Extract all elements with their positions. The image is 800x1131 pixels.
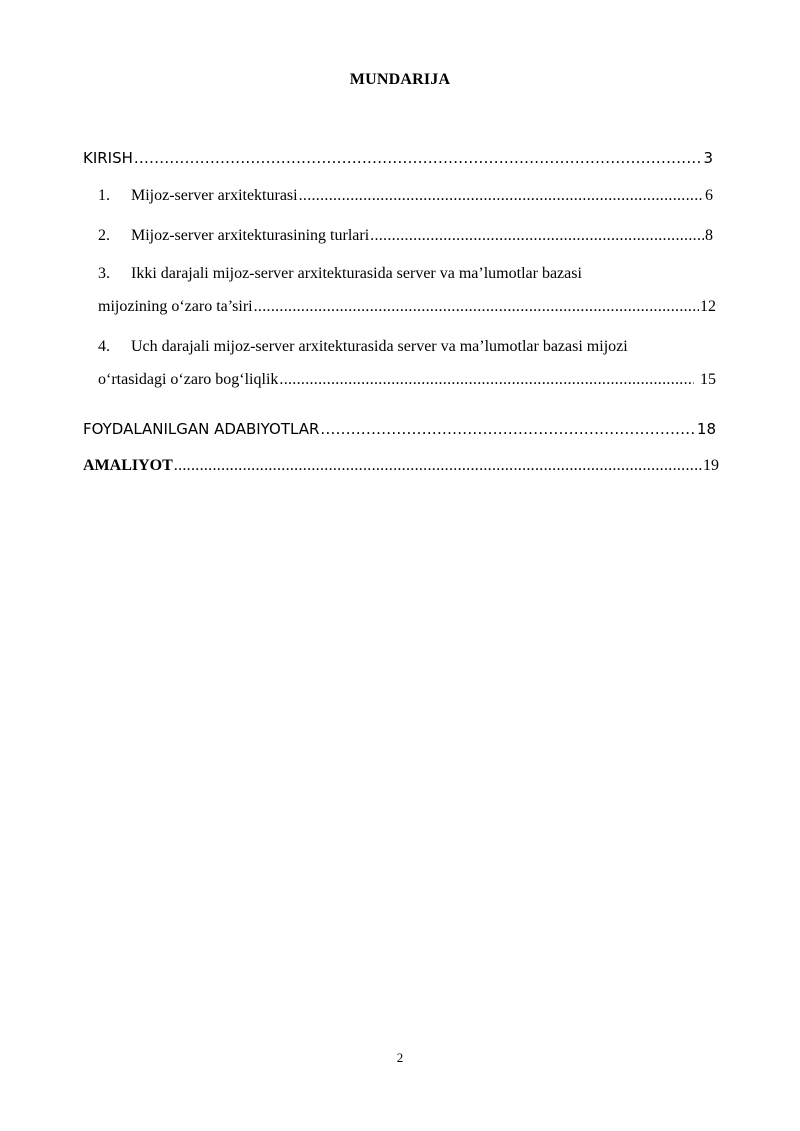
toc-dot-leader (254, 297, 699, 317)
toc-entry-number: 3. (98, 265, 110, 282)
toc-entry-label: Mijoz-server arxitekturasi (131, 187, 298, 204)
toc-dot-leader (370, 226, 704, 246)
toc-entry-label-continued: o‘rtasidagi o‘zaro bog‘liqlik (98, 371, 279, 388)
toc-dot-leader (174, 456, 702, 476)
toc-page-number: 19 (703, 457, 719, 474)
toc-entry-label: Mijoz-server arxitekturasining turlari (131, 227, 370, 244)
toc-entry-label-continued: mijozining o‘zaro ta’siri (98, 298, 253, 315)
toc-entry-4-line1[interactable] (98, 337, 628, 357)
toc-entry-label: Uch darajali mijoz-server arxitekturasida server va ma’lumotlar bazasi mijozi (131, 338, 628, 355)
page-title: MUNDARIJA (349, 71, 451, 88)
toc-entry-2[interactable] (98, 226, 713, 246)
toc-page-number: 3 (703, 149, 713, 167)
toc-entry-3-line1[interactable] (98, 264, 582, 284)
toc-dot-leader (299, 186, 704, 206)
toc-entry-label: FOYDALANILGAN ADABIYOTLAR (83, 420, 320, 438)
toc-page-number: 18 (696, 420, 716, 438)
toc-entry-kirish[interactable] (83, 148, 713, 168)
toc-entry-amaliyot[interactable] (83, 456, 719, 476)
toc-entry-label: KIRISH (83, 149, 133, 167)
toc-entry-1[interactable] (98, 186, 713, 206)
toc-page-number: 8 (705, 227, 713, 244)
toc-dot-leader (134, 148, 703, 168)
toc-entry-label: Ikki darajali mijoz-server arxitekturasida server va ma’lumotlar bazasi (131, 265, 582, 282)
toc-dot-leader (320, 419, 696, 439)
toc-entry-number: 2. (98, 227, 110, 244)
toc-entry-number: 4. (98, 338, 110, 355)
toc-entry-adabiyotlar[interactable] (83, 419, 716, 439)
toc-page-number: 12 (700, 298, 716, 315)
page-number-footer: 2 (396, 1050, 404, 1065)
toc-entry-3-line2[interactable] (98, 297, 716, 317)
toc-entry-label: AMALIYOT (83, 457, 173, 474)
toc-entry-4-line2[interactable] (98, 370, 716, 390)
toc-page-number: 6 (705, 187, 713, 204)
toc-page-number: 15 (700, 371, 716, 388)
toc-dot-leader (279, 370, 694, 390)
toc-entry-number: 1. (98, 187, 110, 204)
